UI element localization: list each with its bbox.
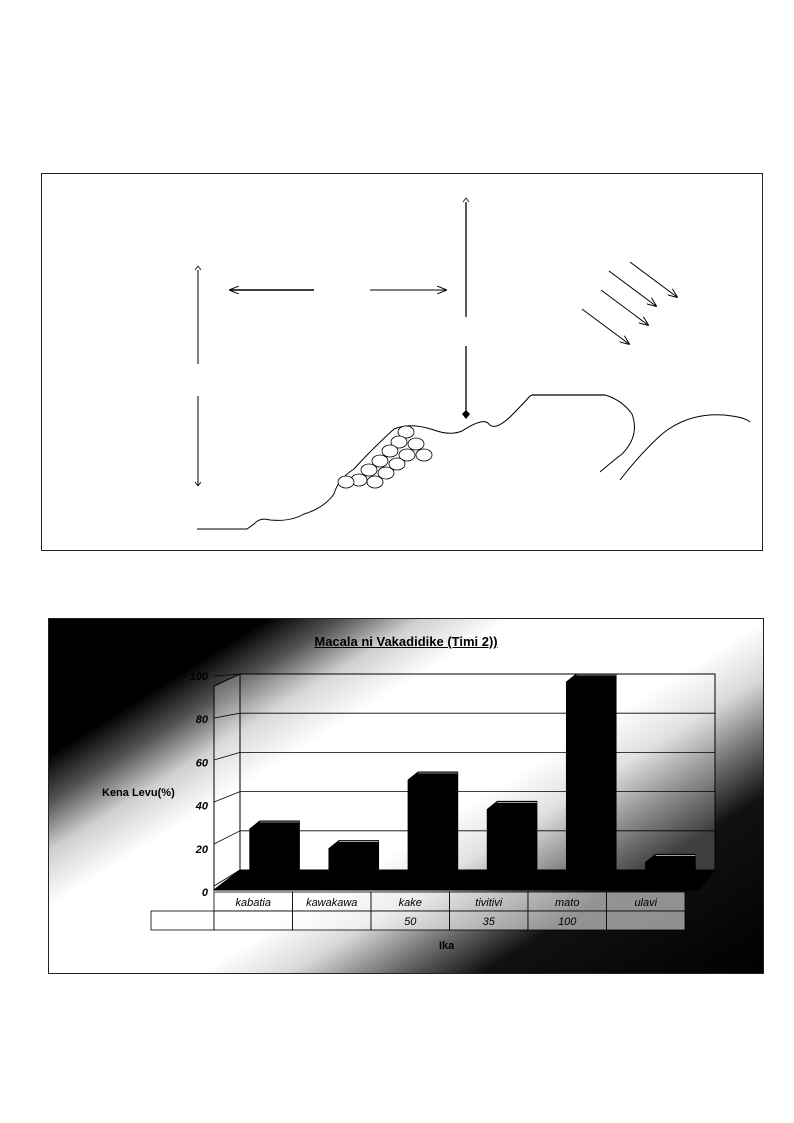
diagram-panel <box>41 173 763 551</box>
category-label: kake <box>398 897 422 909</box>
category-label: kawakawa <box>306 897 358 909</box>
table-value-cell <box>293 911 372 930</box>
wave-direction-arrows <box>582 262 677 344</box>
chart-back-wall <box>240 674 715 870</box>
y-tick-label: 0 <box>201 887 208 899</box>
vertical-dimension-arrow-left <box>195 266 201 486</box>
data-table-value: 50 <box>404 916 417 928</box>
x-axis-label: Ika <box>439 940 455 952</box>
y-tick-label: 100 <box>189 671 208 683</box>
reef-cluster <box>338 426 432 488</box>
category-label: mato <box>555 897 580 909</box>
y-tick-label: 20 <box>195 843 208 856</box>
data-table-value: 35 <box>482 916 495 928</box>
data-table-value: 100 <box>558 916 577 928</box>
chart-panel <box>48 618 764 974</box>
table-row-header <box>151 911 214 930</box>
coastline-diagram <box>42 174 764 552</box>
table-value-cell <box>214 911 293 930</box>
y-tick-label: 80 <box>195 714 208 727</box>
y-axis-label: Kena Levu(%) <box>102 787 175 799</box>
category-label: kabatia <box>235 897 271 909</box>
category-label: ulavi <box>634 897 658 909</box>
y-tick-label: 60 <box>195 757 208 770</box>
category-label: tivitivi <box>475 897 503 909</box>
bar-mato <box>566 674 616 886</box>
bar-kake <box>408 772 458 886</box>
vertical-dimension-arrow-center <box>462 198 470 419</box>
coastline <box>197 395 750 529</box>
chart-title: Macala ni Vakadidike (Timi 2)) <box>314 634 498 649</box>
table-value-cell <box>607 911 686 930</box>
y-tick-label: 40 <box>195 800 208 813</box>
chart-side-wall <box>214 674 240 890</box>
